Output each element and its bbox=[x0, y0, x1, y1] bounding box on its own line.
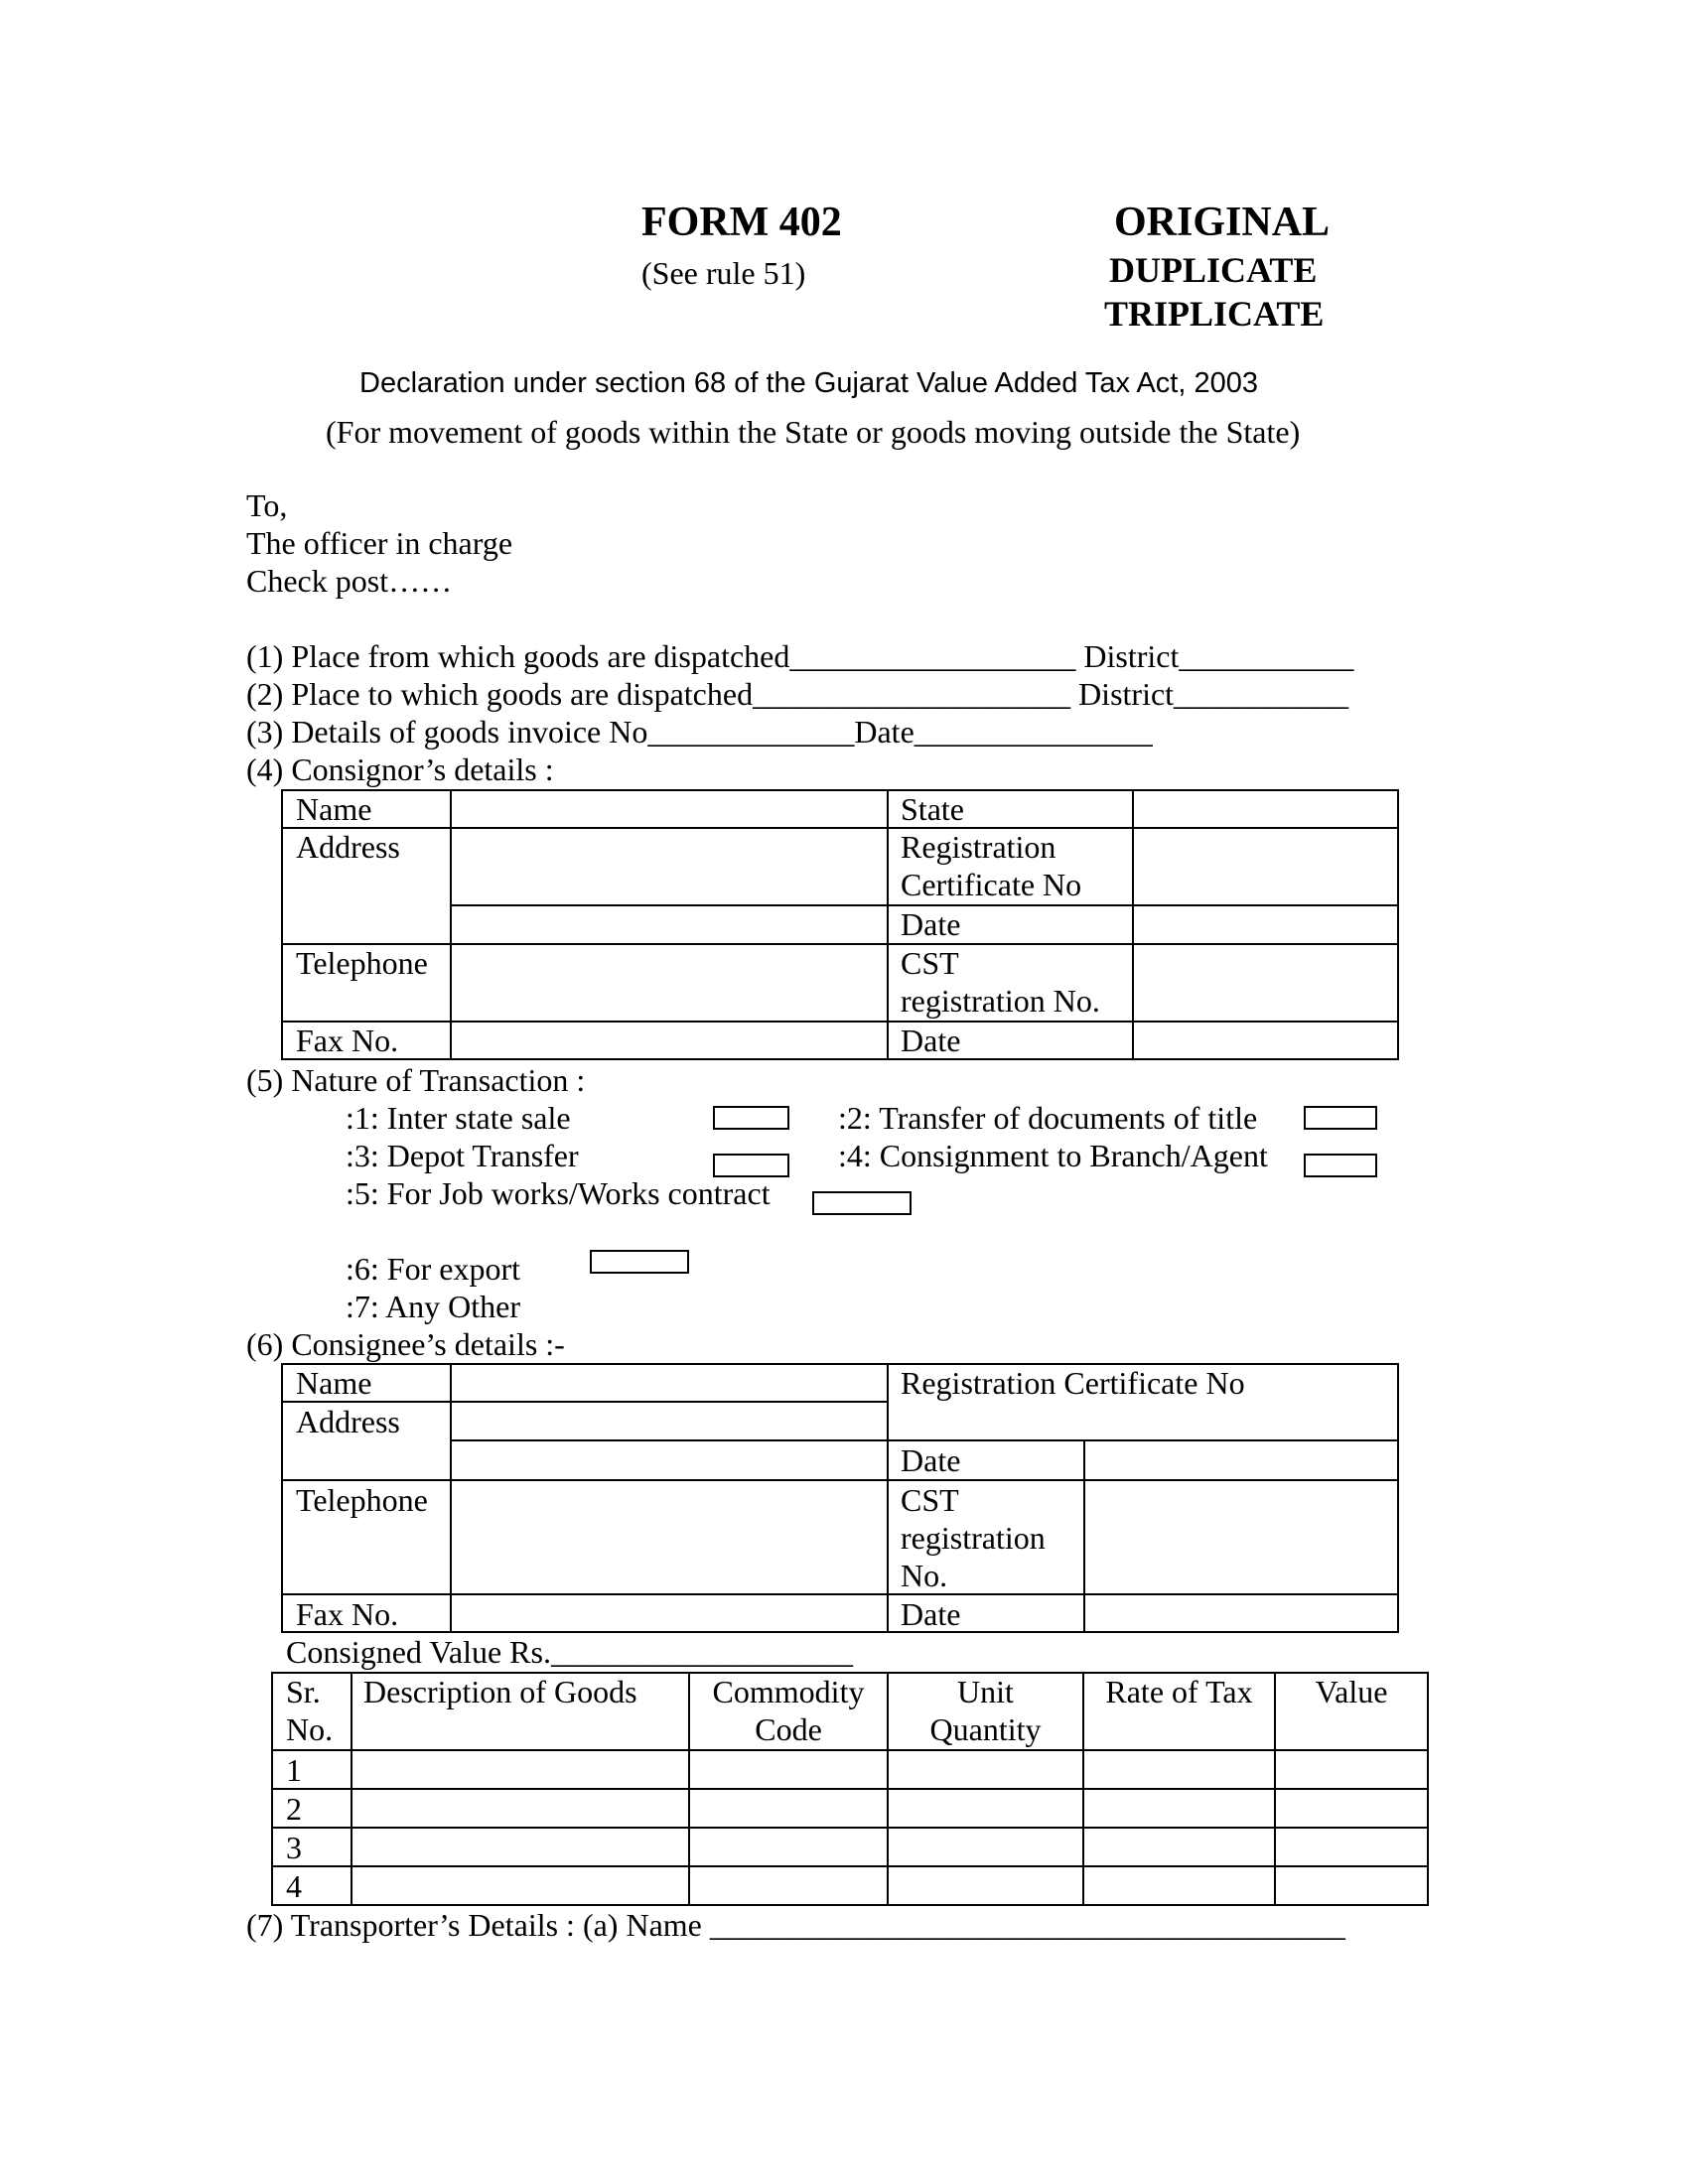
col-header-unit-2: Quantity bbox=[929, 1711, 1042, 1747]
address-officer: The officer in charge bbox=[246, 525, 513, 561]
table-row: 3 bbox=[286, 1830, 302, 1865]
col-header-sr-1: Sr. bbox=[286, 1674, 321, 1709]
checkbox-transfer-documents[interactable] bbox=[1304, 1106, 1377, 1130]
consignor-heading: (4) Consignor’s details : bbox=[246, 751, 554, 787]
option-consignment-branch: :4: Consignment to Branch/Agent bbox=[838, 1138, 1268, 1173]
transaction-heading: (5) Nature of Transaction : bbox=[246, 1062, 586, 1098]
consigned-value[interactable]: Consigned Value Rs.___________________ bbox=[286, 1634, 853, 1670]
option-export: :6: For export bbox=[346, 1251, 520, 1287]
consignor-reg-cert-label-1: Registration bbox=[901, 829, 1056, 865]
consignor-reg-cert-label-2: Certificate No bbox=[901, 867, 1082, 902]
consignee-date-label-1: Date bbox=[901, 1442, 961, 1478]
option-inter-state-sale: :1: Inter state sale bbox=[346, 1100, 571, 1136]
col-header-commodity-2: Code bbox=[755, 1711, 822, 1747]
consignor-cst-label-2: registration No. bbox=[901, 983, 1100, 1019]
consignor-telephone-label: Telephone bbox=[296, 945, 428, 981]
consignor-name-label: Name bbox=[296, 791, 372, 827]
consignor-fax-label: Fax No. bbox=[296, 1023, 399, 1058]
consignee-reg-cert-label: Registration Certificate No bbox=[901, 1365, 1245, 1401]
consignee-telephone-label: Telephone bbox=[296, 1482, 428, 1518]
consignor-state-label: State bbox=[901, 791, 964, 827]
consignee-cst-label-2: registration bbox=[901, 1520, 1046, 1556]
table-row: 1 bbox=[286, 1752, 302, 1788]
consignee-address-label: Address bbox=[296, 1404, 400, 1439]
checkbox-inter-state-sale[interactable] bbox=[713, 1106, 789, 1130]
table-row: 4 bbox=[286, 1868, 302, 1904]
transporter-details[interactable]: (7) Transporter’s Details : (a) Name ________________________________________ bbox=[246, 1907, 1345, 1943]
col-header-description: Description of Goods bbox=[363, 1674, 637, 1709]
form-title: FORM 402 bbox=[641, 200, 842, 245]
option-any-other: :7: Any Other bbox=[346, 1289, 520, 1324]
col-header-sr-2: No. bbox=[286, 1711, 334, 1747]
col-header-value: Value bbox=[1315, 1674, 1388, 1709]
consignor-date-label-1: Date bbox=[901, 906, 961, 942]
consignor-cst-label-1: CST bbox=[901, 945, 959, 981]
consignor-address-label: Address bbox=[296, 829, 400, 865]
col-header-commodity-1: Commodity bbox=[712, 1674, 865, 1709]
consignee-cst-label-1: CST bbox=[901, 1482, 959, 1518]
declaration-line-1: Declaration under section 68 of the Gujarat Value Added Tax Act, 2003 bbox=[359, 367, 1258, 399]
checkbox-export[interactable] bbox=[590, 1250, 689, 1274]
consignee-cst-label-3: No. bbox=[901, 1558, 948, 1593]
consignee-date-label-2: Date bbox=[901, 1596, 961, 1632]
consignee-heading: (6) Consignee’s details :- bbox=[246, 1326, 565, 1362]
consignee-fax-label: Fax No. bbox=[296, 1596, 399, 1632]
option-depot-transfer: :3: Depot Transfer bbox=[346, 1138, 579, 1173]
consignor-date-label-2: Date bbox=[901, 1023, 961, 1058]
table-row: 2 bbox=[286, 1791, 302, 1827]
consignee-name-label: Name bbox=[296, 1365, 372, 1401]
field-dispatch-from[interactable]: (1) Place from which goods are dispatched__________________ District___________ bbox=[246, 638, 1354, 674]
rule-reference: (See rule 51) bbox=[641, 255, 806, 291]
checkbox-consignment-branch[interactable] bbox=[1304, 1154, 1377, 1177]
copy-label-duplicate: DUPLICATE bbox=[1109, 250, 1318, 290]
option-job-works: :5: For Job works/Works contract bbox=[346, 1175, 771, 1211]
copy-label-original: ORIGINAL bbox=[1114, 200, 1331, 245]
copy-label-triplicate: TRIPLICATE bbox=[1104, 294, 1325, 334]
address-to: To, bbox=[246, 487, 288, 523]
option-transfer-documents: :2: Transfer of documents of title bbox=[838, 1100, 1258, 1136]
field-invoice-details[interactable]: (3) Details of goods invoice No_____________Date_______________ bbox=[246, 714, 1153, 750]
address-check-post: Check post…… bbox=[246, 563, 453, 599]
col-header-rate: Rate of Tax bbox=[1105, 1674, 1253, 1709]
declaration-line-2: (For movement of goods within the State or goods moving outside the State) bbox=[326, 414, 1301, 450]
field-dispatch-to[interactable]: (2) Place to which goods are dispatched____________________ District___________ bbox=[246, 676, 1349, 712]
checkbox-job-works[interactable] bbox=[812, 1191, 912, 1215]
col-header-unit-1: Unit bbox=[957, 1674, 1014, 1709]
